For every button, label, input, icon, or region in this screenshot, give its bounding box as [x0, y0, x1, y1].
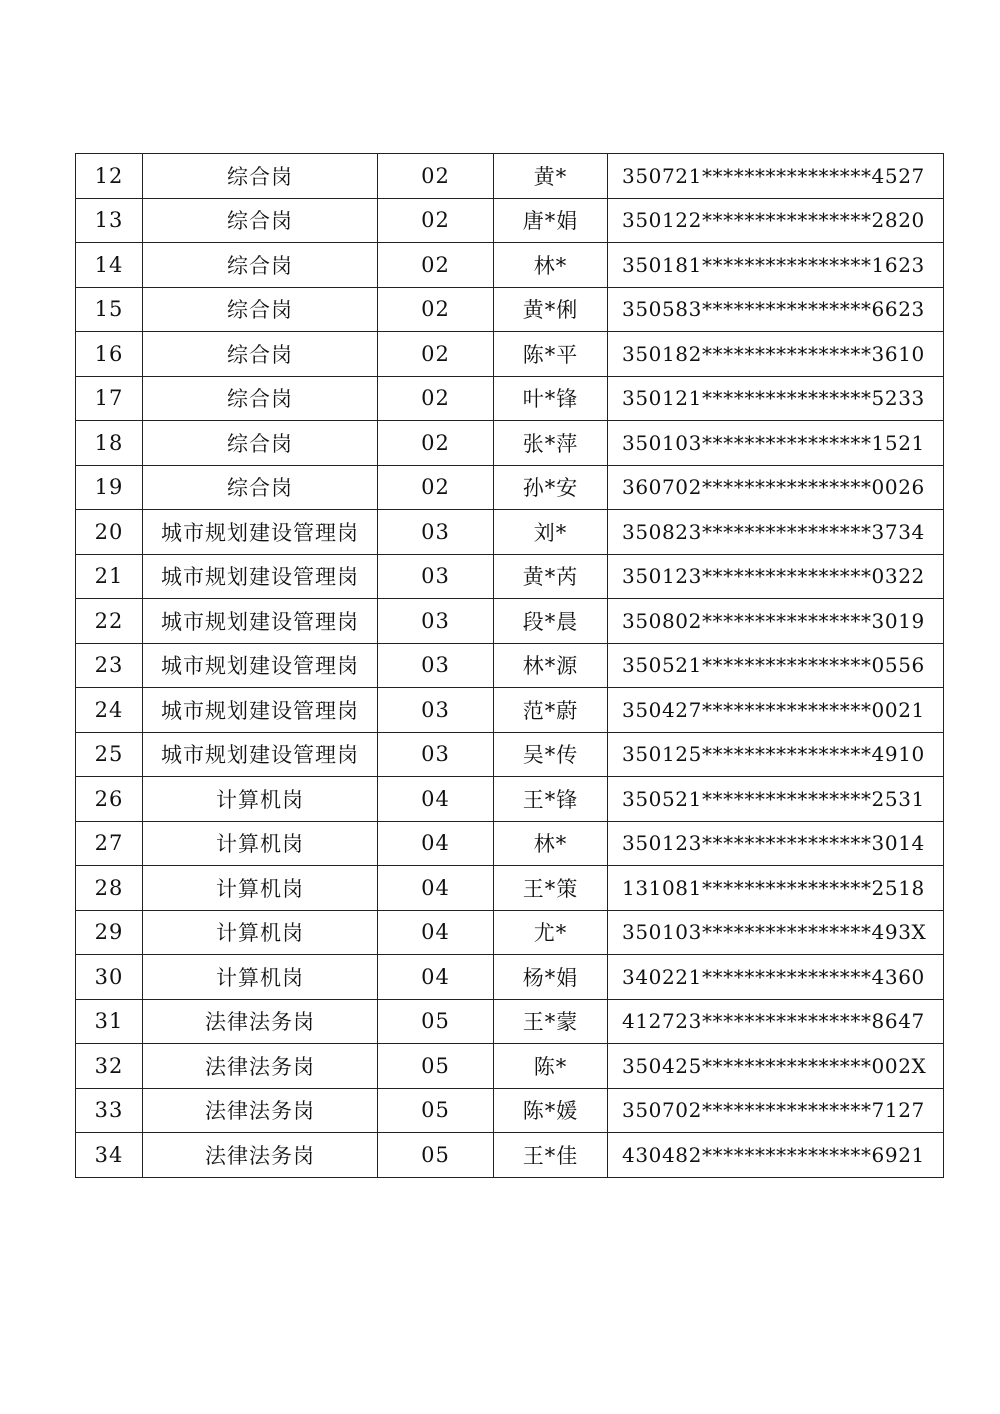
position-cell: 综合岗 [143, 287, 378, 332]
id-number-cell: 350521****************0556 [608, 643, 944, 688]
position-cell: 综合岗 [143, 243, 378, 288]
position-cell: 计算机岗 [143, 866, 378, 911]
candidate-name-cell: 黄* [494, 154, 608, 199]
id-number-cell: 350125****************4910 [608, 732, 944, 777]
row-number-cell: 15 [76, 287, 143, 332]
position-code-cell: 03 [378, 688, 494, 733]
candidate-name-cell: 尤* [494, 910, 608, 955]
table-row [76, 732, 944, 777]
position-code-cell: 03 [378, 643, 494, 688]
position-cell: 城市规划建设管理岗 [143, 688, 378, 733]
candidate-name-cell: 张*萍 [494, 421, 608, 466]
position-code-cell: 02 [378, 287, 494, 332]
row-number-cell: 27 [76, 821, 143, 866]
table-row [76, 599, 944, 644]
id-number-cell: 350702****************7127 [608, 1088, 944, 1133]
id-number-cell: 412723****************8647 [608, 999, 944, 1044]
position-code-cell: 05 [378, 1133, 494, 1178]
row-number-cell: 24 [76, 688, 143, 733]
position-cell: 城市规划建设管理岗 [143, 732, 378, 777]
candidate-name-cell: 陈*媛 [494, 1088, 608, 1133]
candidate-name-cell: 唐*娟 [494, 198, 608, 243]
position-code-cell: 02 [378, 243, 494, 288]
position-code-cell: 03 [378, 510, 494, 555]
row-number-cell: 30 [76, 955, 143, 1000]
position-code-cell: 05 [378, 1044, 494, 1089]
position-code-cell: 02 [378, 376, 494, 421]
position-cell: 计算机岗 [143, 910, 378, 955]
table-row [76, 688, 944, 733]
position-code-cell: 04 [378, 821, 494, 866]
position-code-cell: 05 [378, 1088, 494, 1133]
candidate-name-cell: 王*蒙 [494, 999, 608, 1044]
id-number-cell: 350425****************002X [608, 1044, 944, 1089]
id-number-cell: 350427****************0021 [608, 688, 944, 733]
id-number-cell: 430482****************6921 [608, 1133, 944, 1178]
row-number-cell: 18 [76, 421, 143, 466]
row-number-cell: 14 [76, 243, 143, 288]
candidate-name-cell: 黄*芮 [494, 554, 608, 599]
position-cell: 综合岗 [143, 198, 378, 243]
position-code-cell: 05 [378, 999, 494, 1044]
table-row [76, 866, 944, 911]
row-number-cell: 12 [76, 154, 143, 199]
table-row [76, 999, 944, 1044]
position-cell: 法律法务岗 [143, 1133, 378, 1178]
position-code-cell: 04 [378, 777, 494, 822]
row-number-cell: 13 [76, 198, 143, 243]
candidate-name-cell: 吴*传 [494, 732, 608, 777]
table-row [76, 154, 944, 199]
position-code-cell: 03 [378, 599, 494, 644]
row-number-cell: 17 [76, 376, 143, 421]
position-code-cell: 02 [378, 154, 494, 199]
table-row [76, 510, 944, 555]
row-number-cell: 22 [76, 599, 143, 644]
table-row [76, 554, 944, 599]
position-cell: 城市规划建设管理岗 [143, 599, 378, 644]
candidate-name-cell: 林* [494, 821, 608, 866]
id-number-cell: 350583****************6623 [608, 287, 944, 332]
candidate-name-cell: 林* [494, 243, 608, 288]
position-code-cell: 02 [378, 465, 494, 510]
row-number-cell: 20 [76, 510, 143, 555]
row-number-cell: 19 [76, 465, 143, 510]
position-cell: 综合岗 [143, 154, 378, 199]
position-code-cell: 02 [378, 198, 494, 243]
table-row [76, 287, 944, 332]
candidate-name-cell: 范*蔚 [494, 688, 608, 733]
row-number-cell: 34 [76, 1133, 143, 1178]
position-cell: 计算机岗 [143, 821, 378, 866]
id-number-cell: 350123****************0322 [608, 554, 944, 599]
row-number-cell: 25 [76, 732, 143, 777]
row-number-cell: 21 [76, 554, 143, 599]
id-number-cell: 350103****************493X [608, 910, 944, 955]
id-number-cell: 350182****************3610 [608, 332, 944, 377]
row-number-cell: 33 [76, 1088, 143, 1133]
row-number-cell: 16 [76, 332, 143, 377]
position-cell: 城市规划建设管理岗 [143, 510, 378, 555]
position-code-cell: 03 [378, 554, 494, 599]
position-cell: 计算机岗 [143, 777, 378, 822]
id-number-cell: 350181****************1623 [608, 243, 944, 288]
row-number-cell: 31 [76, 999, 143, 1044]
position-cell: 综合岗 [143, 376, 378, 421]
position-cell: 综合岗 [143, 465, 378, 510]
table-row [76, 955, 944, 1000]
table-row [76, 643, 944, 688]
position-code-cell: 03 [378, 732, 494, 777]
position-cell: 计算机岗 [143, 955, 378, 1000]
table-row [76, 332, 944, 377]
candidate-name-cell: 王*佳 [494, 1133, 608, 1178]
id-number-cell: 350122****************2820 [608, 198, 944, 243]
id-number-cell: 350802****************3019 [608, 599, 944, 644]
table-row [76, 198, 944, 243]
table-row [76, 376, 944, 421]
position-cell: 城市规划建设管理岗 [143, 643, 378, 688]
candidate-name-cell: 陈* [494, 1044, 608, 1089]
table-row [76, 243, 944, 288]
candidate-list [75, 153, 943, 1178]
table-row [76, 777, 944, 822]
candidate-table [75, 153, 944, 1178]
table-row [76, 1133, 944, 1178]
table-row [76, 1044, 944, 1089]
table-row [76, 465, 944, 510]
position-cell: 综合岗 [143, 421, 378, 466]
row-number-cell: 29 [76, 910, 143, 955]
candidate-name-cell: 孙*安 [494, 465, 608, 510]
id-number-cell: 131081****************2518 [608, 866, 944, 911]
candidate-name-cell: 刘* [494, 510, 608, 555]
table-row [76, 821, 944, 866]
candidate-name-cell: 陈*平 [494, 332, 608, 377]
id-number-cell: 340221****************4360 [608, 955, 944, 1000]
row-number-cell: 32 [76, 1044, 143, 1089]
position-code-cell: 02 [378, 421, 494, 466]
table-body [76, 154, 944, 1178]
candidate-name-cell: 林*源 [494, 643, 608, 688]
position-code-cell: 04 [378, 866, 494, 911]
position-cell: 城市规划建设管理岗 [143, 554, 378, 599]
row-number-cell: 26 [76, 777, 143, 822]
position-code-cell: 02 [378, 332, 494, 377]
id-number-cell: 350721****************4527 [608, 154, 944, 199]
position-cell: 综合岗 [143, 332, 378, 377]
position-code-cell: 04 [378, 910, 494, 955]
table-row [76, 910, 944, 955]
position-cell: 法律法务岗 [143, 1088, 378, 1133]
position-code-cell: 04 [378, 955, 494, 1000]
id-number-cell: 350121****************5233 [608, 376, 944, 421]
candidate-name-cell: 杨*娟 [494, 955, 608, 1000]
table-row [76, 1088, 944, 1133]
candidate-name-cell: 黄*俐 [494, 287, 608, 332]
position-cell: 法律法务岗 [143, 999, 378, 1044]
id-number-cell: 350123****************3014 [608, 821, 944, 866]
id-number-cell: 350823****************3734 [608, 510, 944, 555]
id-number-cell: 360702****************0026 [608, 465, 944, 510]
position-cell: 法律法务岗 [143, 1044, 378, 1089]
candidate-name-cell: 王*策 [494, 866, 608, 911]
candidate-name-cell: 段*晨 [494, 599, 608, 644]
table-row [76, 421, 944, 466]
row-number-cell: 28 [76, 866, 143, 911]
id-number-cell: 350521****************2531 [608, 777, 944, 822]
row-number-cell: 23 [76, 643, 143, 688]
candidate-name-cell: 叶*锋 [494, 376, 608, 421]
candidate-name-cell: 王*锋 [494, 777, 608, 822]
id-number-cell: 350103****************1521 [608, 421, 944, 466]
